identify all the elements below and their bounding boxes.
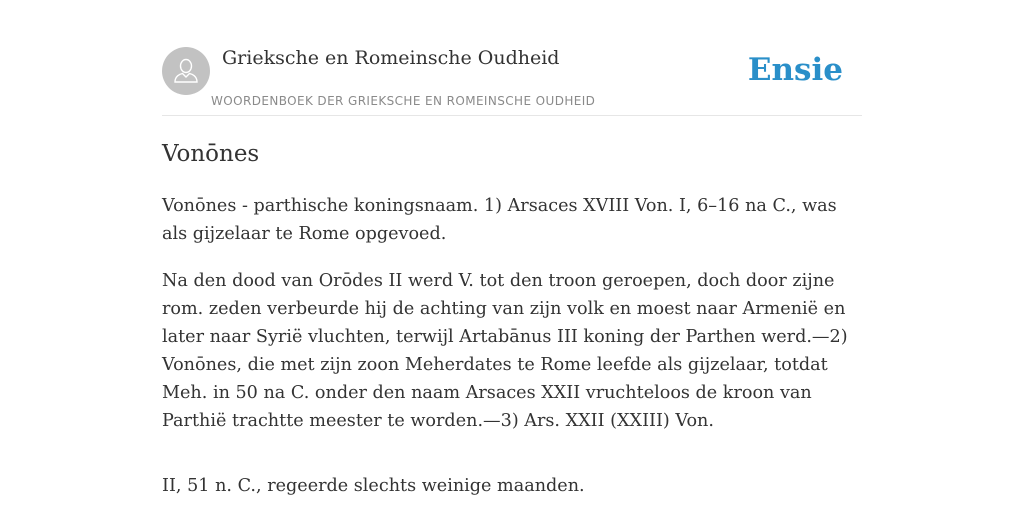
entry-paragraph: II, 51 n. C., regeerde slechts weinige maanden. bbox=[162, 476, 585, 496]
user-icon bbox=[162, 47, 210, 95]
entry-paragraph: Vonōnes - parthische koningsnaam. 1) Arsaces XVIII Von. I, 6–16 na C., was als gijzelaar te Rome opgevoed. bbox=[162, 196, 837, 244]
source-subtitle: WOORDENBOEK DER GRIEKSCHE EN ROMEINSCHE OUDHEID bbox=[211, 94, 596, 108]
entry-paragraph: Na den dood van Orōdes II werd V. tot den troon geroepen, doch door zijne rom. zeden verbeurde hij de achting van zijn volk en moest naar Armenië en later naar Syrië vluchten, terwijl Artabānus III koning der Parthen werd.—2) Vonōnes, die met zijn zoon Meherdates te Rome leefde als gijzelaar, totdat Meh. in 50 na C. onder den naam Arsaces XXII vruchteloos de kroon van Parthië trachtte meester te worden.—3) Ars. XXII (XXIII) Von. bbox=[162, 271, 848, 431]
source-avatar[interactable] bbox=[162, 47, 210, 95]
entry-title: Vonōnes bbox=[162, 141, 260, 167]
brand-logo[interactable]: Ensie bbox=[747, 52, 843, 88]
header-divider bbox=[162, 115, 862, 116]
entry-content bbox=[162, 192, 862, 512]
source-title[interactable]: Grieksche en Romeinsche Oudheid bbox=[222, 47, 560, 69]
